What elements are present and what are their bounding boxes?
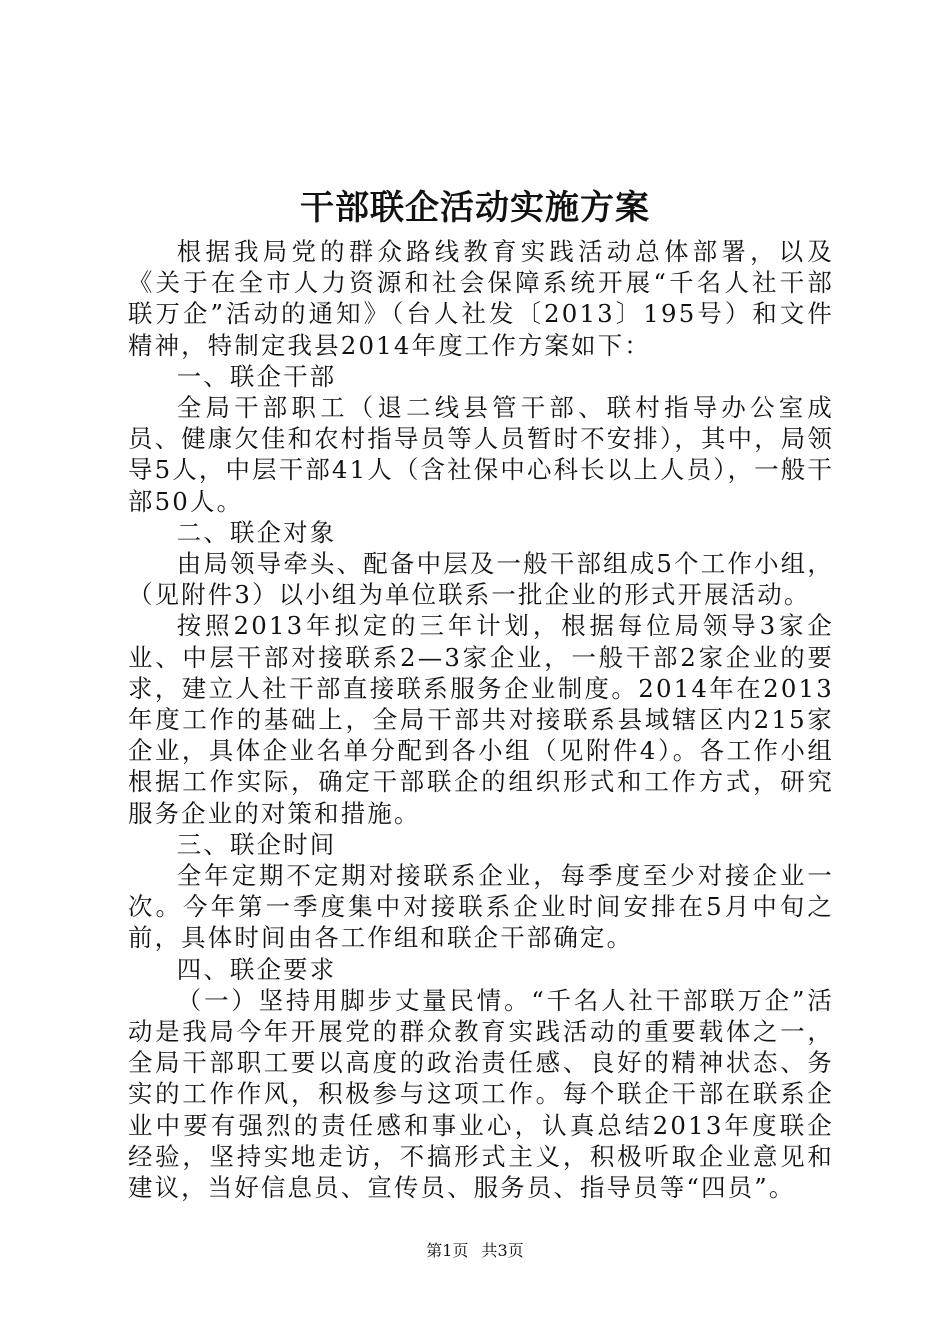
section-4-paragraph-1: （一）坚持用脚步丈量民情。“千名人社干部联万企”活动是我局今年开展党的群众教育实践活动的重要载体之一，全局干部职工要以高度的政治责任感、良好的精神状态、务实的工作作风，积极参与这项工作。每个联企干部在联系企业中要有强烈的责任感和事业心，认真总结2013年度联企经验，坚持实地走访，不搞形式主义，积极听取企业意见和建议，当好信息员、宣传员、服务员、指导员等“四员”。 [128,985,834,1203]
section-1-paragraph: 全局干部职工（退二线县管干部、联村指导办公室成员、健康欠佳和农村指导员等人员暂时不安排），其中，局领导5人，中层干部41人（含社保中心科长以上人员），一般干部50人。 [128,393,834,516]
section-heading-3: 三、联企时间 [176,829,337,859]
section-heading-4: 四、联企要求 [176,954,337,984]
section-2-paragraph-1: 由局领导牵头、配备中层及一般干部组成5个工作小组，（见附件3）以小组为单位联系一批企业的形式开展活动。 [128,549,834,610]
document-title: 干部联企活动实施方案 [300,188,650,228]
section-heading-1: 一、联企干部 [176,361,337,391]
page-total: 共3页 [481,1241,524,1260]
page-number: 第1页 [426,1241,469,1260]
intro-paragraph: 根据我局党的群众路线教育实践活动总体部署，以及《关于在全市人力资源和社会保障系统开展“千名人社干部联万企”活动的通知》（台人社发〔2013〕195号）和文件精神，特制定我县2014年度工作方案如下： [128,237,834,360]
page-footer [0,1240,950,1262]
section-heading-2: 二、联企对象 [176,517,337,547]
section-2-paragraph-2: 按照2013年拟定的三年计划，根据每位局领导3家企业、中层干部对接联系2—3家企业，一般干部2家企业的要求，建立人社干部直接联系服务企业制度。2014年在2013年度工作的基础上，全局干部共对接联系县域辖区内215家企业，具体企业名单分配到各小组（见附件4）。各工作小组根据工作实际，确定干部联企的组织形式和工作方式，研究服务企业的对策和措施。 [128,611,834,828]
document-body [128,236,834,1203]
section-3-paragraph: 全年定期不定期对接联系企业，每季度至少对接企业一次。今年第一季度集中对接联系企业时间安排在5月中旬之前，具体时间由各工作组和联企干部确定。 [128,861,834,953]
